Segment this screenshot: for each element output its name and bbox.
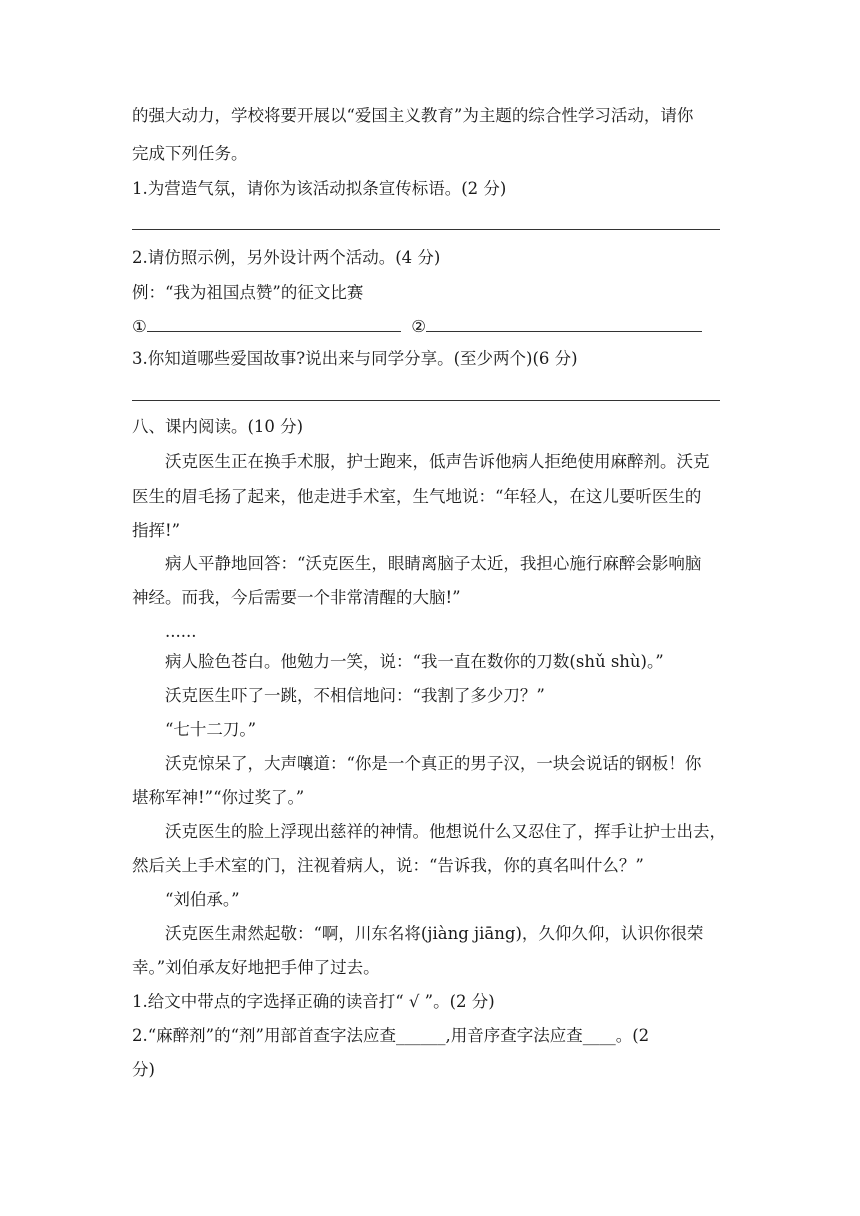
task-3-answer-line[interactable] (132, 400, 720, 401)
passage-line: 沃克医生正在换手术服，护士跑来，低声告诉他病人拒绝使用麻醉剂。沃克 (165, 452, 710, 471)
answer-marker-2: ② (411, 317, 427, 336)
passage-line: 沃克惊呆了，大声嚷道：“你是一个真正的男子汉，一块会说话的钢板！你 (165, 754, 702, 773)
passage-line: 堪称军神!”“你过奖了。” (132, 788, 305, 807)
passage-ellipsis: ...... (165, 622, 197, 641)
passage-line: 沃克医生肃然起敬：“啊，川东名将(jiàng jiāng)，久仰久仰，认识你很荣 (165, 924, 704, 943)
passage-line: 病人平静地回答：“沃克医生，眼睛离脑子太近，我担心施行麻醉会影响脑 (165, 554, 702, 573)
passage-line: 沃克医生吓了一跳，不相信地问：“我割了多少刀？” (165, 686, 545, 705)
task-2-answer-blank-2[interactable] (426, 317, 702, 332)
intro-line-1: 的强大动力，学校将要开展以“爱国主义教育”为主题的综合性学习活动，请你 (132, 106, 694, 125)
passage-line: “刘伯承。” (165, 890, 240, 909)
task-2-answer-blank-1[interactable] (147, 317, 401, 332)
passage-line: 医生的眉毛扬了起来，他走进手术室，生气地说：“年轻人，在这儿要听医生的 (132, 487, 702, 506)
section-8-heading: 八、课内阅读。(10 分) (132, 417, 304, 436)
intro-line-2: 完成下列任务。 (132, 144, 248, 163)
task-2-prompt: 2.请仿照示例，另外设计两个活动。(4 分) (132, 248, 441, 267)
passage-line: 幸。”刘伯承友好地把手伸了过去。 (132, 958, 380, 977)
task-3-prompt: 3.你知道哪些爱国故事?说出来与同学分享。(至少两个)(6 分) (132, 349, 578, 368)
passage-line: 神经。而我，今后需要一个非常清醒的大脑!” (132, 588, 461, 607)
task-2-answer-row (132, 315, 702, 339)
task-1-answer-line[interactable] (132, 229, 720, 230)
question-1: 1.给文中带点的字选择正确的读音打“ √ ”。(2 分) (132, 992, 495, 1011)
passage-line: 病人脸色苍白。他勉力一笑，说：“我一直在数你的刀数(shǔ shù)。” (165, 652, 664, 671)
passage-line: “七十二刀。” (165, 720, 257, 739)
task-2-example: 例：“我为祖国点赞”的征文比赛 (132, 283, 364, 302)
passage-line: 指挥!” (132, 521, 181, 540)
answer-marker-1: ① (132, 317, 147, 336)
passage-line: 然后关上手术室的门，注视着病人，说：“告诉我，你的真名叫什么？” (132, 856, 644, 875)
question-2: 2.“麻醉剂”的“剂”用部首查字法应查______,用音序查字法应查____。(2 (132, 1026, 650, 1045)
passage-line: 沃克医生的脸上浮现出慈祥的神情。他想说什么又忍住了，挥手让护士出去， (165, 822, 726, 841)
task-1-prompt: 1.为营造气氛，请你为该活动拟条宣传标语。(2 分) (132, 179, 507, 198)
question-2-continued: 分) (132, 1060, 155, 1079)
